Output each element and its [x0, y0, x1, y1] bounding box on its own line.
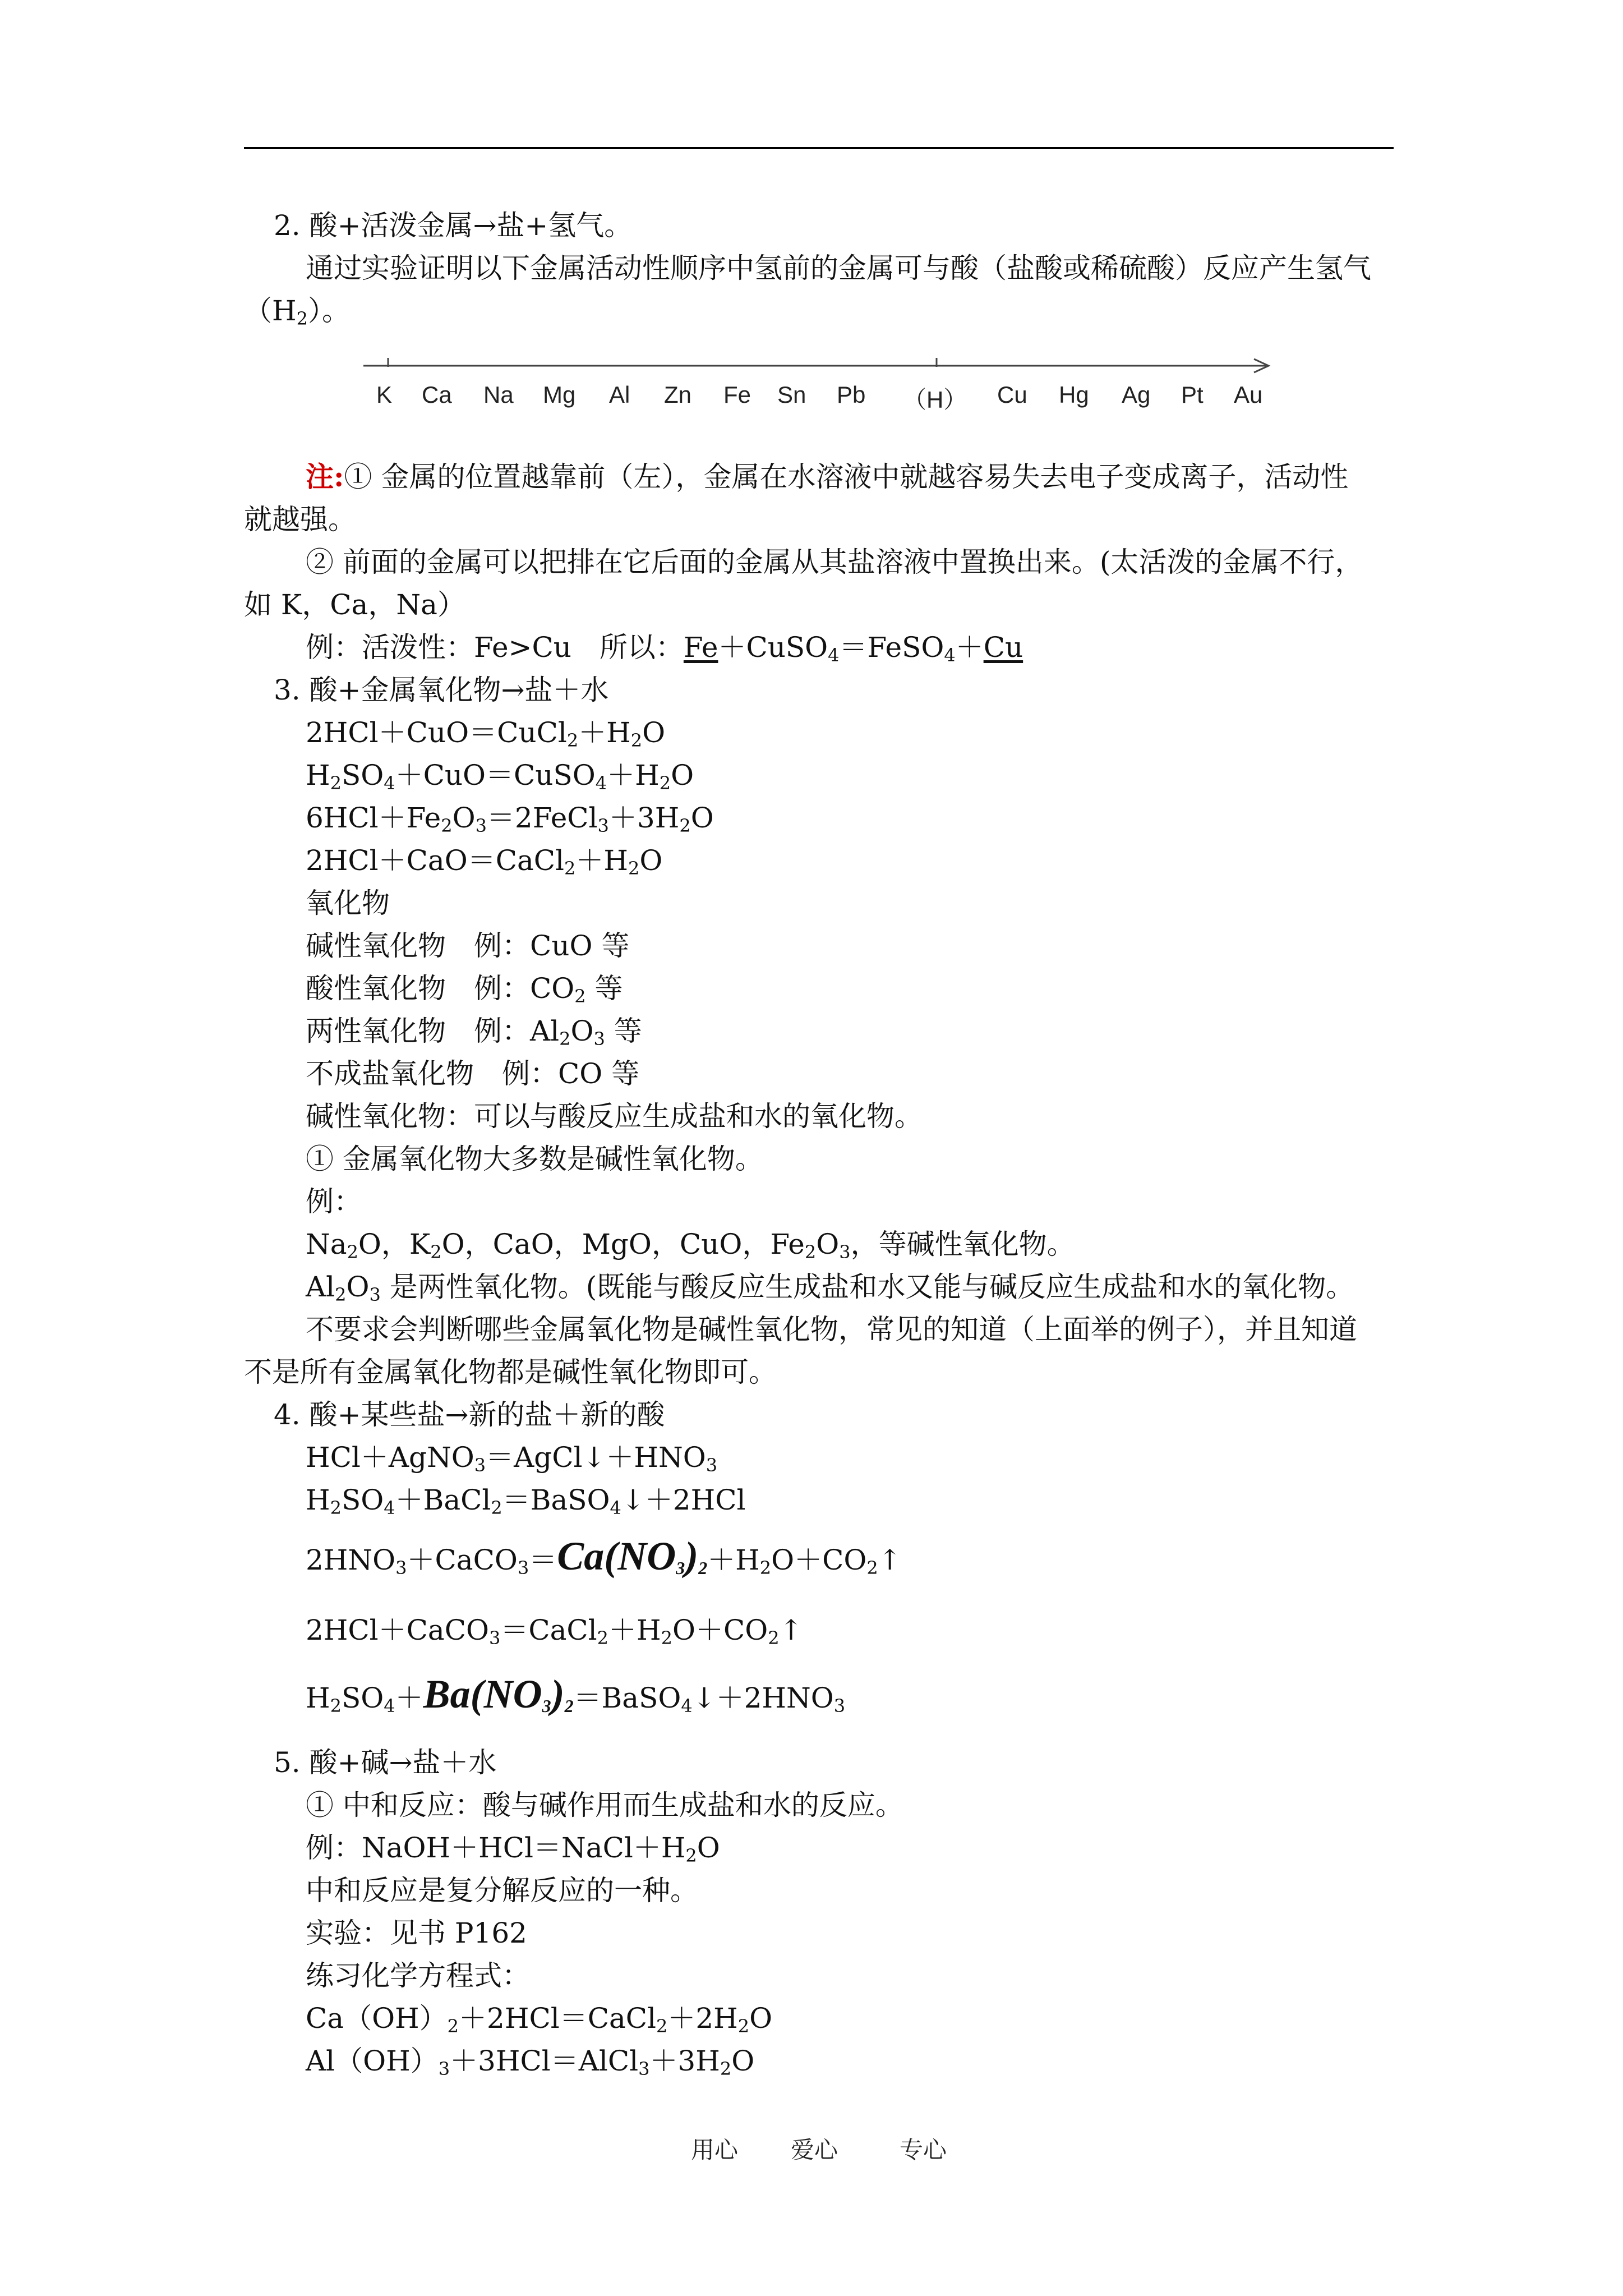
basic-oxide-note: ① 金属氧化物大多数是碱性氧化物。 — [306, 1143, 763, 1175]
metal-symbol: Al — [609, 381, 630, 408]
metal-symbol: Ca — [422, 381, 452, 408]
metal-symbol: Hg — [1059, 381, 1089, 408]
example-displacement: 例：活泼性：Fe>Cu 所以：Fe＋CuSO$_4$＝FeSO$_4$＋Cu — [306, 631, 1023, 666]
metal-symbol: Fe — [723, 381, 751, 408]
metal-symbol: （H） — [903, 386, 967, 413]
metal-symbol: Cu — [997, 381, 1027, 408]
section2-intro: 通过实验证明以下金属活动性顺序中氢前的金属可与酸（盐酸或稀硫酸）反应产生氢气 — [306, 252, 1371, 284]
equation: $2HCl+CuO=CuCl_2+H_2O$ — [306, 716, 666, 751]
equation: $2HCl+CaO=CaCl_2+H_2O$ — [306, 844, 663, 879]
section4-title: 4. 酸+某些盐→新的盐＋新的酸 — [274, 1398, 665, 1431]
experiment-ref: 实验：见书 P162 — [306, 1917, 527, 1949]
neutralization-note: 中和反应是复分解反应的一种。 — [306, 1874, 698, 1907]
header-rule — [244, 147, 1394, 149]
remark-cont: 不是所有金属氧化物都是碱性氧化物即可。 — [244, 1356, 777, 1388]
equation: $2HNO_3+CaCO_3=Ca(NO_3)_2+H_2O+CO_2↑$ — [306, 1534, 902, 1579]
metal-symbol: Ag — [1122, 381, 1151, 408]
al2o3-note: $Al_2O_3$ 是两性氧化物。(既能与酸反应生成盐和水又能与碱反应生成盐和水的氧化物。 — [306, 1271, 1354, 1305]
section3-title: 3. 酸+金属氧化物→盐＋水 — [274, 674, 609, 706]
section5-title: 5. 酸+碱→盐＋水 — [274, 1746, 497, 1779]
footer-text-3: 专心 — [900, 2136, 947, 2164]
metal-symbol: Pb — [837, 381, 866, 408]
practice-heading: 练习化学方程式： — [306, 1959, 530, 1992]
note-label: 注: — [306, 460, 344, 493]
note-1: 注:① 金属的位置越靠前（左），金属在水溶液中就越容易失去电子变成离子，活动性 — [306, 460, 1349, 493]
section2-title: 2. 酸+活泼金属→盐+氢气。 — [274, 209, 633, 242]
metal-symbol: Pt — [1181, 381, 1204, 408]
metal-symbol: Mg — [543, 381, 576, 408]
note-1-cont: 就越强。 — [244, 503, 356, 536]
basic-oxide-list: $Na_2O$，$K_2O$，CaO，MgO，CuO，$Fe_2O_3$，等碱性氧化物。 — [306, 1228, 1075, 1263]
oxide-neutral: 不成盐氧化物 例：CO 等 — [306, 1057, 640, 1090]
footer-text-2: 爱心 — [791, 2136, 838, 2164]
footer-text-1: 用心 — [691, 2136, 739, 2164]
equation: 例：$NaOH+HCl=NaCl+H_2O$ — [306, 1832, 720, 1866]
equation: $H_2SO_4+CuO=CuSO_4+H_2O$ — [306, 759, 694, 794]
neutralization-def: ① 中和反应：酸与碱作用而生成盐和水的反应。 — [306, 1789, 903, 1821]
oxide-basic: 碱性氧化物 例：CuO 等 — [306, 930, 630, 962]
oxide-acidic: 酸性氧化物 例：$CO_2$ 等 — [306, 972, 623, 1007]
oxide-heading: 氧化物 — [306, 887, 390, 919]
metal-symbol: Zn — [664, 381, 692, 408]
equation: $2HCl+CaCO_3=CaCl_2+H_2O+CO_2↑$ — [306, 1614, 803, 1649]
note-2-cont: 如 K，Ca，Na） — [244, 588, 465, 621]
section2-intro-tail: $(H_2)$。 — [244, 295, 350, 329]
equation: $H_2SO_4+Ba(NO_3)_2=BaSO_4↓+2HNO_3$ — [306, 1672, 846, 1717]
metal-symbol: K — [376, 381, 393, 408]
activity-series-arrow — [359, 353, 1279, 376]
oxide-amphoteric: 两性氧化物 例：$Al_2O_3$ 等 — [306, 1015, 642, 1050]
metal-symbol: Au — [1234, 381, 1263, 408]
metal-symbol: Na — [483, 381, 514, 408]
equation: $Ca(OH)_2+2HCl=CaCl_2+2H_2O$ — [306, 2002, 773, 2037]
equation: $H_2SO_4+BaCl_2=BaSO_4↓+2HCl$ — [306, 1484, 746, 1519]
metal-symbol: Sn — [777, 381, 806, 408]
equation: $6HCl+Fe_2O_3=2FeCl_3+3H_2O$ — [306, 802, 714, 836]
note-2: ② 前面的金属可以把排在它后面的金属从其盐溶液中置换出来。(太活泼的金属不行， — [306, 546, 1363, 578]
equation: $Al(OH)_3+3HCl=AlCl_3+3H_2O$ — [306, 2045, 755, 2079]
remark: 不要求会判断哪些金属氧化物是碱性氧化物，常见的知道（上面举的例子），并且知道 — [306, 1313, 1357, 1346]
equation: $HCl+AgNO_3=AgCl↓+HNO_3$ — [306, 1441, 718, 1476]
example-label: 例： — [306, 1185, 362, 1218]
basic-oxide-definition: 碱性氧化物：可以与酸反应生成盐和水的氧化物。 — [306, 1100, 923, 1133]
